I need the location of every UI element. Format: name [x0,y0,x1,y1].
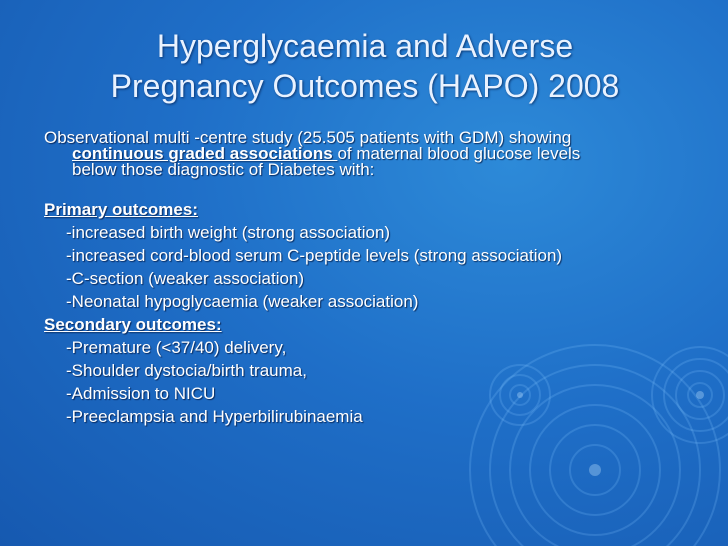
secondary-outcomes-heading: Secondary outcomes: [44,315,222,334]
slide-title-line-1: Hyperglycaemia and Adverse [156,28,574,64]
slide-body [44,130,684,428]
primary-outcome-item: -increased birth weight (strong association) [66,223,391,242]
slide-title-line-2: Pregnancy Outcomes (HAPO) 2008 [110,68,620,104]
primary-outcome-item: -C-section (weaker association) [66,269,305,288]
secondary-outcome-item: -Preeclampsia and Hyperbilirubinaemia [66,407,363,426]
intro-emphasis: continuous graded associations [72,144,338,163]
intro-paragraph [44,130,684,178]
primary-outcomes-heading: Primary outcomes: [44,200,198,219]
intro-text-2: of maternal blood glucose levels [337,144,581,163]
primary-outcome-item: -Neonatal hypoglycaemia (weaker association) [66,292,419,311]
secondary-outcome-item: -Admission to NICU [66,384,216,403]
primary-outcome-item: -increased cord-blood serum C-peptide levels (strong association) [66,246,563,265]
intro-line-3: below those diagnostic of Diabetes with: [72,160,375,179]
slide-title [40,26,690,106]
secondary-outcome-item: -Shoulder dystocia/birth trauma, [66,361,307,380]
secondary-outcome-item: -Premature (<37/40) delivery, [66,338,287,357]
intro-text-1: Observational multi -centre study (25.505 patients with GDM) showing [44,128,572,147]
